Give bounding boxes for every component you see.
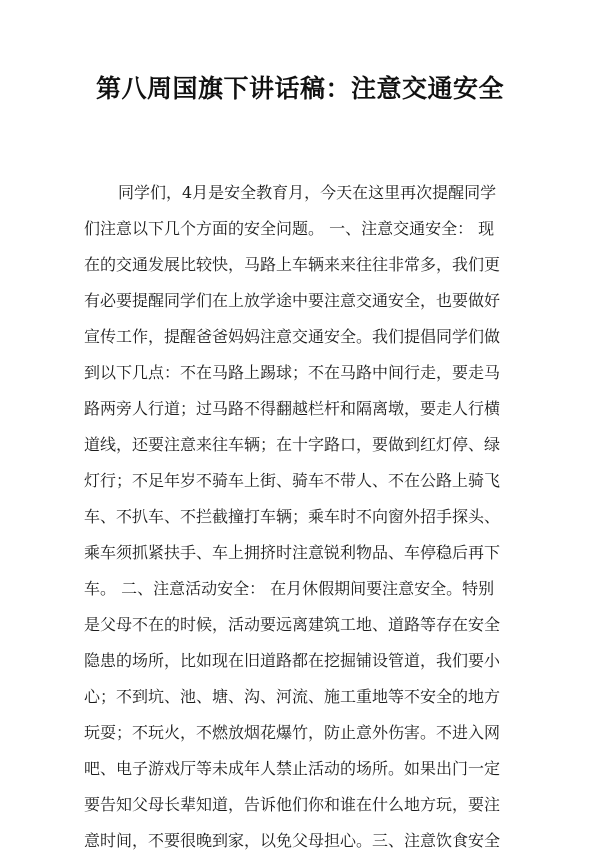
body-paragraph xyxy=(84,175,526,859)
text-line: 同学们，4月是安全教育月，今天在这里再次提醒同学 xyxy=(118,183,497,202)
text-line: 要告知父母长辈知道，告诉他们你和谁在什么地方玩，要注 xyxy=(84,795,501,814)
text-line: 车。 二、注意活动安全： 在月休假期间要注意安全。特别 xyxy=(84,579,495,598)
text-line: 意时间，不要很晚到家，以免父母担心。三、注意饮食安全 xyxy=(84,831,501,850)
text-line: 灯行；不足年岁不骑车上街、骑车不带人、不在公路上骑飞 xyxy=(84,471,501,490)
text-line: 是父母不在的时候，活动要远离建筑工地、道路等存在安全 xyxy=(84,615,501,634)
text-line: 心；不到坑、池、塘、沟、河流、施工重地等不安全的地方 xyxy=(84,687,501,706)
page-title: 第八周国旗下讲话稿：注意交通安全 xyxy=(95,74,504,103)
text-line: 隐患的场所，比如现在旧道路都在挖掘铺设管道，我们要小 xyxy=(84,651,501,670)
text-line: 宣传工作，提醒爸爸妈妈注意交通安全。我们提倡同学们做 xyxy=(84,327,501,346)
text-line: 们注意以下几个方面的安全问题。 一、注意交通安全： 现 xyxy=(84,219,495,238)
text-line: 到以下几点：不在马路上踢球；不在马路中间行走，要走马 xyxy=(84,363,501,382)
text-line: 在的交通发展比较快，马路上车辆来来往往非常多，我们更 xyxy=(84,255,501,274)
text-line: 玩耍；不玩火，不燃放烟花爆竹，防止意外伤害。不进入网 xyxy=(84,723,501,742)
text-line: 道线，还要注意来往车辆；在十字路口，要做到红灯停、绿 xyxy=(84,435,501,454)
text-line: 吧、电子游戏厅等未成年人禁止活动的场所。如果出门一定 xyxy=(84,759,501,778)
text-line: 路两旁人行道；过马路不得翻越栏杆和隔离墩，要走人行横 xyxy=(84,399,501,418)
text-line: 车、不扒车、不拦截撞打车辆；乘车时不向窗外招手探头、 xyxy=(84,507,501,526)
text-line: 有必要提醒同学们在上放学途中要注意交通安全，也要做好 xyxy=(84,291,501,310)
text-line: 乘车须抓紧扶手、车上拥挤时注意锐利物品、车停稳后再下 xyxy=(84,543,501,562)
